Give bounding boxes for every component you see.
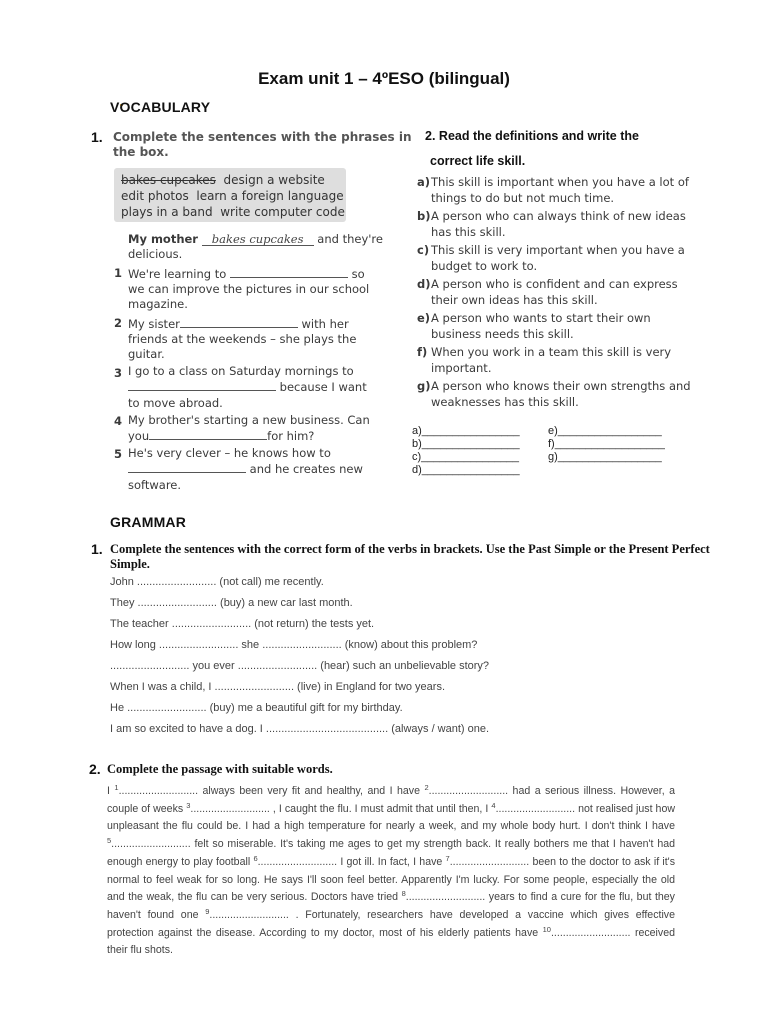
phrase-row: edit photos learn a foreign language [121,189,344,203]
passage-text: ........................... , I caught the flu. I must admit that until then, I [190,802,492,815]
answer-line[interactable]: g)_________________ [548,451,662,463]
vocab-item-1: We're learning to so we can improve the pictures in our school magazine. [128,267,370,311]
passage-text: ........................... not realised just how unpleasant the flu could be. I had a high temperature for nearly a week, and my whole body hurt. I don't think I have [107,802,675,833]
grammar-ex1-number: 1. [91,541,103,557]
grammar-ex1-lines [110,576,489,744]
answer-line[interactable]: d)________________ [412,464,520,476]
vocab-ex2-instruction-2: correct life skill. [430,154,526,168]
definition: e) A person who wants to start their own business needs this skill. [417,311,651,341]
grammar-sentence[interactable]: They .......................... (buy) a new car last month. [110,597,353,609]
grammar-sentence[interactable]: John .......................... (not call) me recently. [110,576,324,588]
answer-blank[interactable] [230,266,348,278]
grammar-sentence[interactable]: How long .......................... she .......................... (know) about this problem? [110,639,478,651]
answer-line[interactable]: f)__________________ [548,438,665,450]
grammar-sentence[interactable]: When I was a child, I .......................... (live) in England for two years. [110,681,446,693]
answer-blank[interactable] [149,428,267,440]
vocab-example: My mother bakes cupcakes and they're [128,232,383,246]
grammar-sentence[interactable]: .......................... you ever .......................... (hear) such an unbelievable story? [110,660,490,672]
passage-text: ........................... received their flu shots. [107,926,675,957]
blank-number: 3 [186,800,191,810]
blank-number: 8 [401,889,406,899]
answer-blank[interactable] [128,379,276,391]
page-title: Exam unit 1 – 4ºESO (bilingual) [258,69,510,88]
passage-text: ........................... . Fortunately, researchers have developed a vaccine which gives effective protection against the disease. According to my doctor, most of his elderly patients have [107,908,675,939]
passage-text: I [107,785,115,797]
passage-text: ........................... years to find a cure for the flu, but they haven't found one [107,891,675,921]
grammar-ex1-instruction: Complete the sentences with the correct form of the verbs in brackets. Use the Past Simple or the Present Perfect Simple. [110,542,710,571]
passage-text: ........................... been to the doctor to ask if it's normal to feel weak for so long. He says I'll soon feel better. Apparently I'm lucky. For some people, especially the old and the weak, the flu can be very serious. Doctors have tried [107,855,676,904]
blank-number: 6 [253,853,258,863]
blank-number: 9 [205,906,210,916]
vocab-item-2: My sister with her friends at the weekends – she plays the guitar. [128,317,357,361]
grammar-ex2-instruction: Complete the passage with suitable words. [107,762,333,776]
definition: a) This skill is important when you have a lot of things to do but not much time. [417,175,689,205]
grammar-sentence[interactable]: I am so excited to have a dog. I ........................................ (always / want) one. [110,723,490,735]
grammar-sentence[interactable]: The teacher .......................... (not return) the tests yet. [110,618,375,630]
definition: g) A person who knows their own strengths and weaknesses has this skill. [417,379,691,409]
vocab-item-5: He's very clever – he knows how to and he creates new software. [128,446,363,492]
phrase-row: plays in a band write computer code [121,205,345,219]
grammar-passage [107,783,675,960]
grammar-heading: GRAMMAR [110,514,187,530]
blank-number: 7 [445,853,450,863]
answer-line[interactable]: e)_________________ [548,425,662,437]
definition: d) A person who is confident and can express their own ideas has this skill. [417,277,678,307]
vocab-ex1-instruction: Complete the sentences with the phrases in the box. [113,130,412,159]
blank-number: 2 [424,783,429,792]
blank-number: 5 [107,836,112,846]
definitions-list [417,174,707,410]
vocab-ex2-instruction-1: 2. Read the definitions and write the [425,129,639,143]
definition: f) When you work in a team this skill is very important. [417,345,672,375]
vocab-item-3: I go to a class on Saturday mornings to because I want to move abroad. [128,364,367,410]
item-number: 4 [114,414,123,428]
blank-number: 1 [114,783,119,792]
grammar-sentence[interactable]: He .......................... (buy) me a beautiful gift for my birthday. [110,702,403,714]
passage-text: ........................... I got ill. In fact, I have [257,855,446,868]
passage-text: ........................... had a serious illness. However, a couple of weeks [107,785,676,815]
definition: b) A person who can always think of new ideas has this skill. [417,209,686,239]
vocab-example-cont: delicious. [128,247,183,261]
item-number: 1 [114,266,123,280]
answers-right [548,425,665,464]
answer-line[interactable]: b)________________ [412,438,520,450]
phrase-row: bakes cupcakes design a website [121,173,325,187]
example-answer: bakes cupcakes [202,233,314,246]
blank-number: 4 [491,800,496,810]
answer-line[interactable]: a)________________ [412,425,520,437]
answer-line[interactable]: c)________________ [412,451,520,463]
answers-left [412,425,520,477]
grammar-ex2-number: 2. [89,761,101,777]
vocabulary-heading: VOCABULARY [110,99,211,115]
passage-text: ........................... always been very fit and healthy, and I have [118,785,425,797]
passage-text: ........................... felt so miserable. It's taking me ages to get my strength back. It really bothers me that I haven't had enough energy to play football [107,838,675,868]
blank-number: 10 [542,924,551,934]
vocab-ex1-number: 1. [91,129,103,145]
phrase-box-content [121,172,345,220]
vocab-item-4: My brother's starting a new business. Can you for him? [128,413,370,443]
definition: c) This skill is very important when you have a budget to work to. [417,243,685,273]
item-number: 2 [114,316,123,330]
item-number: 3 [114,366,123,380]
answer-blank[interactable] [180,316,298,328]
answer-blank[interactable] [128,461,246,473]
item-number: 5 [114,447,123,461]
